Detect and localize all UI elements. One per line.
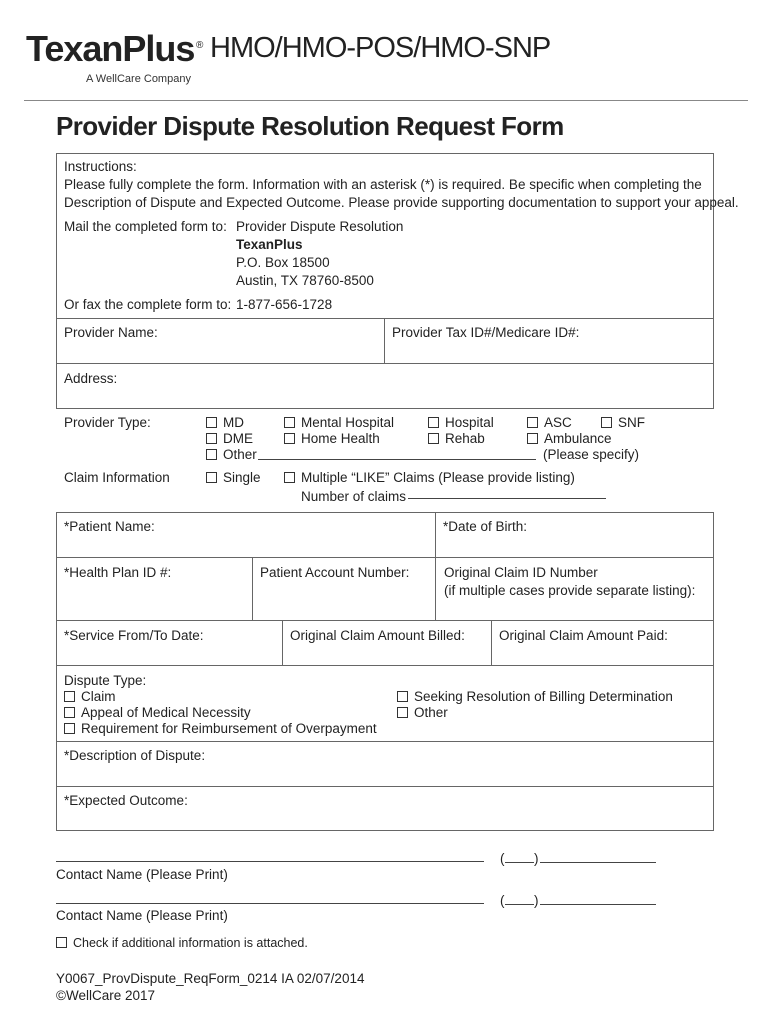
type-ambulance-checkbox[interactable]: Ambulance (527, 430, 612, 448)
instructions-line-2: Description of Dispute and Expected Outcome. Please provide supporting documentation to support your appeal. (64, 195, 739, 210)
service-date-field[interactable]: *Service From/To Date: (64, 628, 204, 643)
instructions-heading: Instructions: (64, 159, 137, 174)
checkbox-icon (56, 937, 67, 948)
claim-single-checkbox[interactable]: Single (206, 469, 261, 487)
checkbox-icon (397, 707, 408, 718)
type-asc-checkbox[interactable]: ASC (527, 414, 572, 432)
divider (56, 557, 714, 558)
type-md-checkbox[interactable]: MD (206, 414, 244, 432)
number-of-claims-line[interactable] (408, 483, 606, 499)
description-of-dispute-field[interactable]: *Description of Dispute: (64, 748, 206, 763)
dispute-billing-checkbox[interactable]: Seeking Resolution of Billing Determination (397, 688, 673, 706)
dispute-claim-checkbox[interactable]: Claim (64, 688, 116, 706)
provider-name-field[interactable]: Provider Name: (64, 325, 158, 340)
dispute-overpayment-checkbox[interactable]: Requirement for Reimbursement of Overpayment (64, 720, 377, 738)
mail-address-line-2: TexanPlus (236, 237, 303, 252)
type-home-health-checkbox[interactable]: Home Health (284, 430, 380, 448)
divider (56, 741, 714, 742)
checkbox-icon (428, 417, 439, 428)
please-specify-note: (Please specify) (543, 447, 640, 462)
original-claim-id-field[interactable]: Original Claim ID Number (444, 565, 598, 580)
contact-name-label-1: Contact Name (Please Print) (56, 867, 228, 882)
phone-line-1[interactable] (540, 847, 656, 863)
provider-tax-id-field[interactable]: Provider Tax ID#/Medicare ID#: (392, 325, 580, 340)
type-hospital-checkbox[interactable]: Hospital (428, 414, 494, 432)
divider (282, 620, 283, 666)
claim-multiple-checkbox[interactable]: Multiple “LIKE” Claims (Please provide listing) (284, 469, 575, 487)
checkbox-icon (206, 417, 217, 428)
contact-name-line-1[interactable] (56, 846, 484, 862)
area-code-line-2[interactable] (505, 889, 534, 905)
health-plan-id-field[interactable]: *Health Plan ID #: (64, 565, 172, 580)
provider-type-label: Provider Type: (64, 415, 151, 430)
type-other-checkbox[interactable]: Other (206, 446, 257, 464)
checkbox-icon (284, 472, 295, 483)
expected-outcome-field[interactable]: *Expected Outcome: (64, 793, 188, 808)
type-rehab-checkbox[interactable]: Rehab (428, 430, 485, 448)
dispute-other-checkbox[interactable]: Other (397, 704, 448, 722)
checkbox-icon (206, 449, 217, 460)
checkbox-icon (527, 433, 538, 444)
mail-address-line-4: Austin, TX 78760-8500 (236, 273, 374, 288)
mail-label: Mail the completed form to: (64, 219, 227, 234)
instructions-line-1: Please fully complete the form. Information with an asterisk (*) is required. Be specific when completing the (64, 177, 702, 192)
divider (384, 318, 385, 363)
contact-name-label-2: Contact Name (Please Print) (56, 908, 228, 923)
divider (56, 786, 714, 787)
date-of-birth-field[interactable]: *Date of Birth: (443, 519, 528, 534)
type-dme-checkbox[interactable]: DME (206, 430, 253, 448)
brand-logo: TexanPlus (26, 28, 195, 69)
claim-information-label: Claim Information (64, 470, 170, 485)
checkbox-icon (601, 417, 612, 428)
phone-line-2[interactable] (540, 889, 656, 905)
mail-address-line-3: P.O. Box 18500 (236, 255, 330, 270)
address-field[interactable]: Address: (64, 371, 118, 386)
divider (56, 363, 714, 364)
amount-billed-field[interactable]: Original Claim Amount Billed: (290, 628, 465, 643)
fax-label: Or fax the complete form to: (64, 297, 232, 312)
patient-account-number-field[interactable]: Patient Account Number: (260, 565, 410, 580)
divider (56, 318, 714, 319)
phone-paren-close: ) (534, 893, 539, 908)
dispute-type-label: Dispute Type: (64, 673, 147, 688)
checkbox-icon (64, 707, 75, 718)
header-divider (24, 100, 748, 101)
checkbox-icon (206, 472, 217, 483)
original-claim-id-note: (if multiple cases provide separate listing): (444, 583, 696, 598)
type-mental-hospital-checkbox[interactable]: Mental Hospital (284, 414, 394, 432)
checkbox-icon (527, 417, 538, 428)
checkbox-icon (64, 723, 75, 734)
phone-paren-close: ) (534, 851, 539, 866)
checkbox-icon (64, 691, 75, 702)
checkbox-icon (284, 417, 295, 428)
type-snf-checkbox[interactable]: SNF (601, 414, 645, 432)
divider (435, 512, 436, 557)
divider (491, 620, 492, 666)
checkbox-icon (428, 433, 439, 444)
copyright: ©WellCare 2017 (56, 988, 155, 1003)
contact-name-line-2[interactable] (56, 888, 484, 904)
checkbox-icon (284, 433, 295, 444)
phone-paren-open: ( (500, 851, 505, 866)
form-title: Provider Dispute Resolution Request Form (56, 111, 564, 141)
plan-types: HMO/HMO-POS/HMO-SNP (210, 32, 551, 64)
fax-number: 1-877-656-1728 (236, 297, 333, 312)
divider (56, 620, 714, 621)
patient-name-field[interactable]: *Patient Name: (64, 519, 155, 534)
checkbox-icon (397, 691, 408, 702)
tagline: A WellCare Company (86, 73, 191, 85)
area-code-line-1[interactable] (505, 847, 534, 863)
mail-address-line-1: Provider Dispute Resolution (236, 219, 404, 234)
registered-mark: ® (196, 40, 204, 51)
dispute-medical-necessity-checkbox[interactable]: Appeal of Medical Necessity (64, 704, 251, 722)
amount-paid-field[interactable]: Original Claim Amount Paid: (499, 628, 668, 643)
phone-paren-open: ( (500, 893, 505, 908)
form-code: Y0067_ProvDispute_ReqForm_0214 IA 02/07/2014 (56, 971, 365, 986)
divider (252, 557, 253, 620)
checkbox-icon (206, 433, 217, 444)
attached-checkbox[interactable]: Check if additional information is attached. (56, 934, 308, 952)
number-of-claims-label: Number of claims (301, 489, 407, 504)
divider (435, 557, 436, 620)
